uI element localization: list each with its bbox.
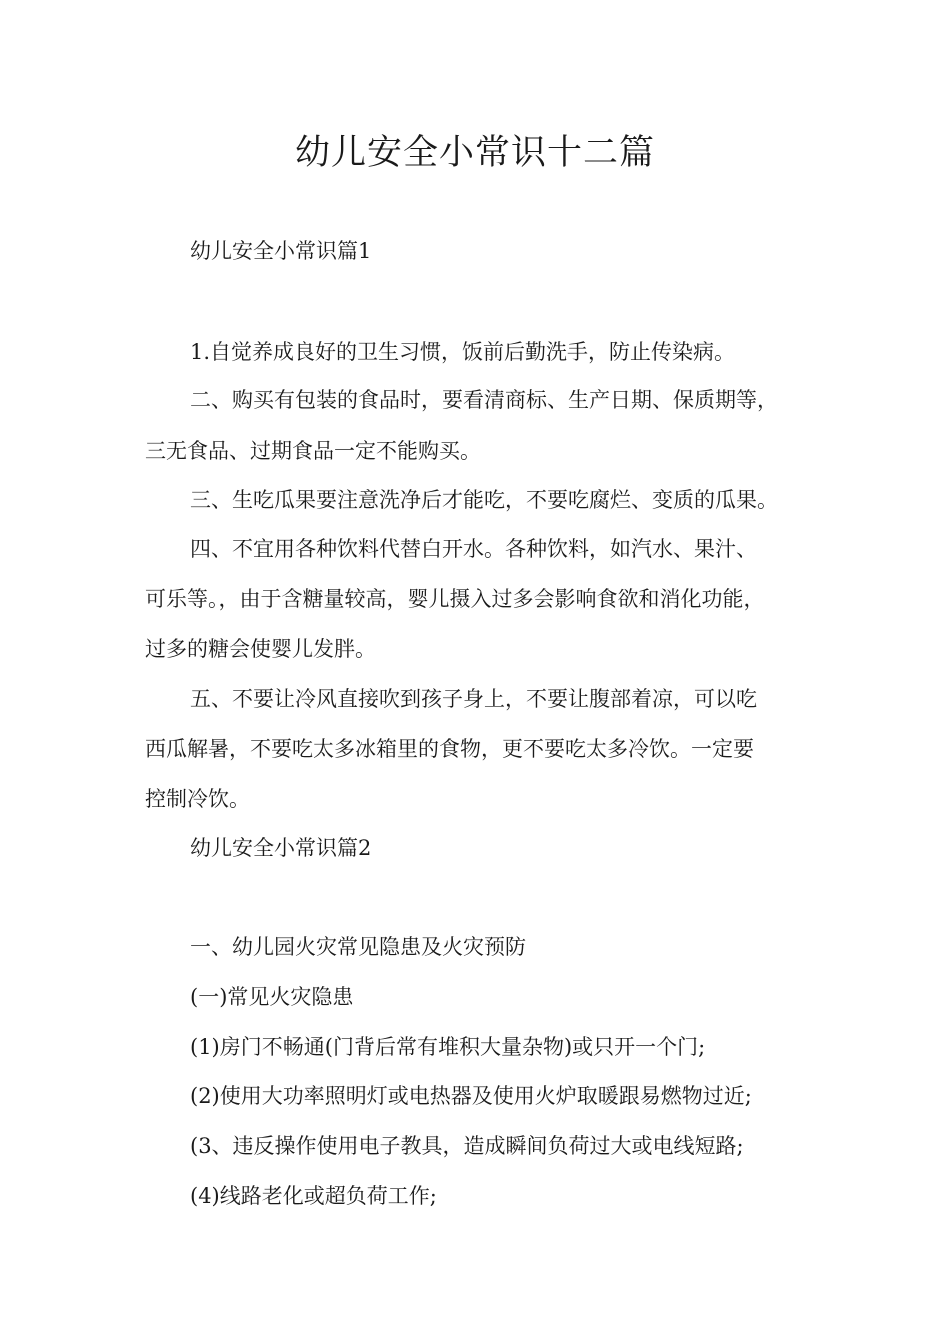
section1-item4-line1: 四、不宜用各种饮料代替白开水。各种饮料，如汽水、果汁、 (190, 537, 757, 561)
section1-item4-line2: 可乐等。，由于含糖量较高，婴儿摄入过多会影响食欲和消化功能， (145, 587, 765, 611)
section1-item3: 三、生吃瓜果要注意洗净后才能吃，不要吃腐烂、变质的瓜果。 (190, 488, 778, 512)
section1-item5-line1: 五、不要让冷风直接吹到孩子身上，不要让腹部着凉，可以吃 (190, 687, 757, 711)
hazard-item-3: (3、违反操作使用电子教具，造成瞬间负荷过大或电线短路; (190, 1134, 744, 1158)
hazard-item-2: (2)使用大功率照明灯或电热器及使用火炉取暖跟易燃物过近; (190, 1084, 752, 1108)
section2-heading: 幼儿安全小常识篇2 (190, 836, 372, 860)
section1-item4-line3: 过多的糖会使婴儿发胖。 (145, 637, 376, 661)
hazard-item-1: (1)房门不畅通(门背后常有堆积大量杂物)或只开一个门; (190, 1035, 706, 1059)
section1-item1: 1.自觉养成良好的卫生习惯，饭前后勤洗手，防止传染病。 (190, 340, 736, 364)
section2-subheading: 一、幼儿园火灾常见隐患及火灾预防 (190, 935, 526, 959)
section1-item2-line2: 三无食品、过期食品一定不能购买。 (145, 439, 481, 463)
section1-item5-line2: 西瓜解暑，不要吃太多冰箱里的食物，更不要吃太多冷饮。一定要 (145, 737, 754, 761)
section1-item5-line3: 控制冷饮。 (145, 787, 250, 811)
section2-group-title: (一)常见火灾隐患 (190, 985, 354, 1009)
document-title: 幼儿安全小常识十二篇 (294, 133, 655, 173)
hazard-item-4: (4)线路老化或超负荷工作; (190, 1184, 437, 1208)
section1-heading: 幼儿安全小常识篇1 (190, 239, 372, 263)
section1-item2-line1: 二、购买有包装的食品时，要看清商标、生产日期、保质期等， (190, 388, 778, 412)
